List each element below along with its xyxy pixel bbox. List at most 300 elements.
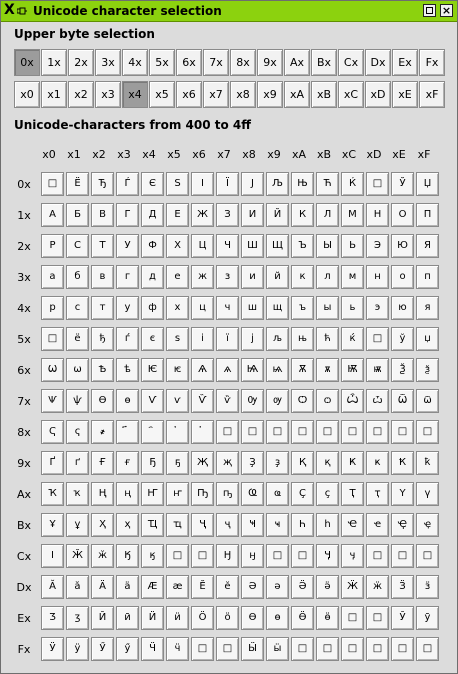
char-cell[interactable]: □ — [341, 420, 364, 444]
char-cell[interactable]: т — [91, 296, 114, 320]
char-cell[interactable]: □ — [341, 606, 364, 630]
upper-high-button-0x[interactable]: 0x — [14, 49, 40, 76]
char-cell[interactable]: □ — [391, 637, 414, 661]
char-cell[interactable]: □ — [291, 637, 314, 661]
char-cell[interactable]: Ѥ — [141, 358, 164, 382]
char-cell[interactable]: Ӣ — [91, 606, 114, 630]
char-cell[interactable]: Е — [166, 203, 189, 227]
char-cell[interactable]: ӝ — [366, 575, 389, 599]
char-cell[interactable]: Ӏ — [41, 544, 64, 568]
column-header-xa: xA — [291, 148, 307, 161]
char-cell[interactable]: Ј — [241, 172, 264, 196]
char-cell[interactable]: ѡ — [66, 358, 89, 382]
char-cell[interactable]: Ѻ — [291, 389, 314, 413]
char-cell[interactable]: Ѯ — [391, 358, 414, 382]
char-cell[interactable]: □ — [366, 420, 389, 444]
char-cell[interactable]: □ — [416, 544, 439, 568]
char-cell[interactable] — [141, 420, 164, 444]
char-cell[interactable]: к — [291, 265, 314, 289]
char-cell[interactable]: Т — [91, 234, 114, 258]
char-cell[interactable]: Ы — [316, 234, 339, 258]
char-cell[interactable]: Ҳ — [91, 513, 114, 537]
char-cell[interactable]: Ѓ — [116, 172, 139, 196]
char-cell[interactable]: Ё — [66, 172, 89, 196]
char-cell[interactable]: Й — [266, 203, 289, 227]
char-cell[interactable]: ѩ — [266, 358, 289, 382]
char-cell[interactable]: ҙ — [266, 451, 289, 475]
upper-low-button-x9[interactable]: x9 — [257, 81, 283, 108]
char-cell[interactable]: Ғ — [91, 451, 114, 475]
char-cell[interactable]: Ѡ — [41, 358, 64, 382]
char-cell[interactable]: Ӓ — [91, 575, 114, 599]
upper-low-button-xa[interactable]: xA — [284, 81, 310, 108]
char-cell[interactable]: Ӗ — [191, 575, 214, 599]
char-cell[interactable]: Х — [166, 234, 189, 258]
char-cell[interactable]: Д — [141, 203, 164, 227]
maximize-button[interactable] — [423, 4, 436, 17]
char-cell[interactable]: Ҡ — [41, 482, 64, 506]
char-cell[interactable]: ҩ — [266, 482, 289, 506]
char-cell[interactable]: ӣ — [116, 606, 139, 630]
char-cell[interactable]: Ќ — [341, 172, 364, 196]
char-cell[interactable]: ғ — [116, 451, 139, 475]
upper-high-button-cx[interactable]: Cx — [338, 49, 364, 76]
char-cell[interactable]: Ӑ — [41, 575, 64, 599]
char-cell[interactable]: ӟ — [416, 575, 439, 599]
char-cell[interactable]: н — [366, 265, 389, 289]
char-cell[interactable]: э — [366, 296, 389, 320]
char-cell[interactable]: ї — [216, 327, 239, 351]
char-cell[interactable]: л — [316, 265, 339, 289]
upper-low-button-x3[interactable]: x3 — [95, 81, 121, 108]
row-header-8x: 8x — [17, 426, 31, 439]
char-cell[interactable]: њ — [291, 327, 314, 351]
char-cell[interactable]: з — [216, 265, 239, 289]
char-cell[interactable]: Ө — [241, 606, 264, 630]
char-cell[interactable]: ҽ — [366, 513, 389, 537]
char-cell[interactable]: ӱ — [66, 637, 89, 661]
char-cell[interactable]: Ҙ — [241, 451, 264, 475]
char-cell[interactable]: Ҭ — [341, 482, 364, 506]
char-cell[interactable]: Ћ — [316, 172, 339, 196]
char-cell[interactable]: ӓ — [116, 575, 139, 599]
char-cell[interactable]: Љ — [266, 172, 289, 196]
char-cell[interactable]: □ — [341, 637, 364, 661]
char-cell[interactable]: Ҝ — [341, 451, 364, 475]
upper-high-button-9x[interactable]: 9x — [257, 49, 283, 76]
char-cell[interactable]: Ф — [141, 234, 164, 258]
char-cell[interactable]: ӛ — [316, 575, 339, 599]
char-cell[interactable]: г — [116, 265, 139, 289]
char-cell[interactable]: ӗ — [216, 575, 239, 599]
char-cell[interactable]: ҝ — [366, 451, 389, 475]
char-cell[interactable]: ӳ — [116, 637, 139, 661]
char-cell[interactable]: ӹ — [266, 637, 289, 661]
char-cell[interactable]: п — [416, 265, 439, 289]
char-cell[interactable]: Ӂ — [66, 544, 89, 568]
char-cell[interactable]: Ӯ — [391, 606, 414, 630]
upper-low-button-xe[interactable]: xE — [392, 81, 418, 108]
upper-low-button-xd[interactable]: xD — [365, 81, 391, 108]
char-cell[interactable]: и — [241, 265, 264, 289]
char-cell[interactable]: ѽ — [366, 389, 389, 413]
char-cell[interactable]: Ҹ — [241, 513, 264, 537]
char-cell[interactable]: □ — [291, 420, 314, 444]
char-cell[interactable]: ӯ — [416, 606, 439, 630]
char-cell[interactable]: М — [341, 203, 364, 227]
char-cell[interactable]: Ѳ — [91, 389, 114, 413]
char-cell[interactable]: А — [41, 203, 64, 227]
char-cell[interactable]: ӌ — [341, 544, 364, 568]
char-cell[interactable]: Ҧ — [191, 482, 214, 506]
char-cell[interactable]: И — [241, 203, 264, 227]
char-cell[interactable]: ё — [66, 327, 89, 351]
char-cell[interactable]: □ — [266, 420, 289, 444]
upper-low-button-x5[interactable]: x5 — [149, 81, 175, 108]
char-cell[interactable]: у — [116, 296, 139, 320]
char-cell[interactable]: Ү — [391, 482, 414, 506]
char-cell[interactable]: □ — [191, 637, 214, 661]
char-cell[interactable]: ҁ — [66, 420, 89, 444]
char-cell[interactable] — [191, 420, 214, 444]
upper-high-button-ax[interactable]: Ax — [284, 49, 310, 76]
upper-high-button-ex[interactable]: Ex — [392, 49, 418, 76]
char-cell[interactable]: р — [41, 296, 64, 320]
char-cell[interactable]: □ — [366, 637, 389, 661]
char-cell[interactable]: ј — [241, 327, 264, 351]
char-cell[interactable]: ѷ — [216, 389, 239, 413]
char-cell[interactable]: ӕ — [166, 575, 189, 599]
char-cell[interactable]: ө — [266, 606, 289, 630]
char-cell[interactable]: ў — [391, 327, 414, 351]
upper-high-button-6x[interactable]: 6x — [176, 49, 202, 76]
char-cell[interactable]: Ҽ — [341, 513, 364, 537]
row-header-0x: 0x — [17, 178, 31, 191]
char-cell[interactable]: ҿ — [416, 513, 439, 537]
char-cell[interactable]: ә — [266, 575, 289, 599]
char-cell[interactable]: Ӵ — [141, 637, 164, 661]
char-cell[interactable]: ӄ — [141, 544, 164, 568]
char-cell[interactable]: Ж — [191, 203, 214, 227]
char-cell[interactable]: Ҁ — [41, 420, 64, 444]
upper-high-button-7x[interactable]: 7x — [203, 49, 229, 76]
char-cell[interactable]: ү — [416, 482, 439, 506]
upper-low-button-x7[interactable]: x7 — [203, 81, 229, 108]
char-cell[interactable]: ґ — [66, 451, 89, 475]
char-cell[interactable]: ӑ — [66, 575, 89, 599]
char-cell[interactable]: Ю — [391, 234, 414, 258]
char-cell[interactable]: □ — [366, 544, 389, 568]
char-cell[interactable]: □ — [391, 544, 414, 568]
char-cell[interactable]: ѿ — [416, 389, 439, 413]
upper-high-button-1x[interactable]: 1x — [41, 49, 67, 76]
upper-low-button-x4[interactable]: x4 — [122, 81, 148, 108]
char-cell[interactable]: Ѵ — [141, 389, 164, 413]
char-cell[interactable]: ѳ — [116, 389, 139, 413]
char-cell[interactable]: Ӳ — [91, 637, 114, 661]
char-cell[interactable]: Һ — [291, 513, 314, 537]
char-cell[interactable]: Ӄ — [116, 544, 139, 568]
characters-label: Unicode-characters from 400 to 4ff — [14, 118, 251, 132]
char-cell[interactable]: Њ — [291, 172, 314, 196]
char-cell[interactable]: Ѹ — [241, 389, 264, 413]
char-cell[interactable]: ҷ — [216, 513, 239, 537]
char-cell[interactable]: Я — [416, 234, 439, 258]
char-cell[interactable]: љ — [266, 327, 289, 351]
char-cell[interactable]: □ — [316, 637, 339, 661]
char-cell[interactable]: Ҟ — [391, 451, 414, 475]
char-cell[interactable]: ұ — [66, 513, 89, 537]
char-cell[interactable]: ф — [141, 296, 164, 320]
char-cell[interactable]: □ — [366, 327, 389, 351]
char-cell[interactable]: Қ — [291, 451, 314, 475]
char-cell[interactable]: Б — [66, 203, 89, 227]
char-cell[interactable]: □ — [391, 420, 414, 444]
char-cell[interactable]: є — [141, 327, 164, 351]
char-cell[interactable]: Э — [366, 234, 389, 258]
char-cell[interactable]: І — [191, 172, 214, 196]
char-cell[interactable]: ӂ — [91, 544, 114, 568]
char-cell[interactable]: Ѽ — [341, 389, 364, 413]
char-cell[interactable]: Ў — [391, 172, 414, 196]
char-cell[interactable]: ҕ — [166, 451, 189, 475]
char-cell[interactable]: ӫ — [316, 606, 339, 630]
char-cell[interactable]: З — [216, 203, 239, 227]
char-cell[interactable]: Ѫ — [291, 358, 314, 382]
char-cell[interactable]: ӵ — [166, 637, 189, 661]
char-cell[interactable]: Н — [366, 203, 389, 227]
char-cell[interactable]: □ — [241, 420, 264, 444]
char-cell[interactable]: s — [166, 327, 189, 351]
char-cell[interactable]: с — [66, 296, 89, 320]
char-cell[interactable]: Ґ — [41, 451, 64, 475]
char-cell[interactable]: ъ — [291, 296, 314, 320]
char-cell[interactable]: Ѷ — [191, 389, 214, 413]
char-cell[interactable]: ҹ — [266, 513, 289, 537]
char-cell[interactable]: ӡ — [66, 606, 89, 630]
char-cell[interactable]: а — [41, 265, 64, 289]
char-cell[interactable]: қ — [316, 451, 339, 475]
char-cell[interactable]: Ђ — [91, 172, 114, 196]
char-cell[interactable]: Ҷ — [191, 513, 214, 537]
char-cell[interactable]: Є — [141, 172, 164, 196]
char-cell[interactable]: о — [391, 265, 414, 289]
char-cell[interactable]: ҵ — [166, 513, 189, 537]
char-cell[interactable]: Г — [116, 203, 139, 227]
char-cell[interactable]: ҡ — [66, 482, 89, 506]
char-cell[interactable]: ӈ — [241, 544, 264, 568]
upper-high-button-8x[interactable]: 8x — [230, 49, 256, 76]
char-cell[interactable]: Ӱ — [41, 637, 64, 661]
char-cell[interactable]: О — [391, 203, 414, 227]
upper-low-button-x8[interactable]: x8 — [230, 81, 256, 108]
char-cell[interactable]: ђ — [91, 327, 114, 351]
char-cell[interactable]: ѧ — [216, 358, 239, 382]
char-cell[interactable]: □ — [266, 544, 289, 568]
column-header-x1: x1 — [67, 148, 81, 161]
char-cell[interactable]: ѭ — [366, 358, 389, 382]
char-cell[interactable]: Ҩ — [241, 482, 264, 506]
upper-low-button-x2[interactable]: x2 — [68, 81, 94, 108]
char-cell[interactable]: я — [416, 296, 439, 320]
char-cell[interactable]: □ — [216, 420, 239, 444]
char-cell[interactable]: ѣ — [116, 358, 139, 382]
char-cell[interactable]: Ҫ — [291, 482, 314, 506]
char-cell[interactable]: Ҥ — [141, 482, 164, 506]
char-cell[interactable]: е — [166, 265, 189, 289]
char-cell[interactable]: ю — [391, 296, 414, 320]
char-cell[interactable]: ӥ — [166, 606, 189, 630]
char-cell[interactable]: в — [91, 265, 114, 289]
char-cell[interactable]: Ӌ — [316, 544, 339, 568]
char-cell[interactable]: ҟ — [416, 451, 439, 475]
upper-low-button-xf[interactable]: xF — [419, 81, 445, 108]
char-cell[interactable]: ѹ — [266, 389, 289, 413]
char-cell[interactable]: Ӥ — [141, 606, 164, 630]
char-cell[interactable]: К — [291, 203, 314, 227]
char-cell[interactable]: Ӝ — [341, 575, 364, 599]
char-cell[interactable]: х — [166, 296, 189, 320]
char-cell[interactable]: ѓ — [116, 327, 139, 351]
char-cell[interactable]: ҫ — [316, 482, 339, 506]
char-cell[interactable]: щ — [266, 296, 289, 320]
char-cell[interactable]: Щ — [266, 234, 289, 258]
char-cell[interactable]: ѱ — [66, 389, 89, 413]
char-cell[interactable]: Ә — [241, 575, 264, 599]
char-cell[interactable]: □ — [366, 606, 389, 630]
char-cell[interactable]: П — [416, 203, 439, 227]
char-cell[interactable]: □ — [41, 172, 64, 196]
upper-high-button-5x[interactable]: 5x — [149, 49, 175, 76]
column-header-xb: xB — [316, 148, 332, 161]
column-header-xf: xF — [417, 148, 431, 161]
upper-high-button-fx[interactable]: Fx — [419, 49, 445, 76]
char-cell[interactable]: ѫ — [316, 358, 339, 382]
char-cell[interactable]: Җ — [191, 451, 214, 475]
char-cell[interactable]: і — [191, 327, 214, 351]
char-cell[interactable]: Ұ — [41, 513, 64, 537]
char-cell[interactable]: Ӕ — [141, 575, 164, 599]
char-cell[interactable]: Ӡ — [41, 606, 64, 630]
char-cell[interactable]: ҳ — [116, 513, 139, 537]
char-cell[interactable]: Ӛ — [291, 575, 314, 599]
char-cell[interactable]: ң — [116, 482, 139, 506]
upper-low-button-x1[interactable]: x1 — [41, 81, 67, 108]
char-cell[interactable]: Ѭ — [341, 358, 364, 382]
char-cell[interactable]: ш — [241, 296, 264, 320]
char-cell[interactable] — [166, 420, 189, 444]
char-cell[interactable]: ќ — [341, 327, 364, 351]
char-cell[interactable]: □ — [316, 420, 339, 444]
char-cell[interactable]: ҂ — [91, 420, 114, 444]
upper-low-button-xb[interactable]: xB — [311, 81, 337, 108]
char-cell[interactable]: Р — [41, 234, 64, 258]
char-cell[interactable]: ҭ — [366, 482, 389, 506]
char-cell[interactable]: Ӫ — [291, 606, 314, 630]
close-button[interactable] — [440, 4, 453, 17]
char-cell[interactable]: й — [266, 265, 289, 289]
pin-icon[interactable] — [17, 6, 27, 16]
app-x-icon[interactable]: X — [4, 2, 15, 18]
char-cell[interactable]: Ѿ — [391, 389, 414, 413]
char-cell[interactable]: ѯ — [416, 358, 439, 382]
char-cell[interactable]: Л — [316, 203, 339, 227]
char-cell[interactable]: ӧ — [216, 606, 239, 630]
char-cell[interactable]: □ — [41, 327, 64, 351]
char-cell[interactable]: В — [91, 203, 114, 227]
upper-high-button-dx[interactable]: Dx — [365, 49, 391, 76]
char-cell[interactable]: ы — [316, 296, 339, 320]
char-cell[interactable]: Ц — [191, 234, 214, 258]
char-cell[interactable]: Ӧ — [191, 606, 214, 630]
upper-high-button-4x[interactable]: 4x — [122, 49, 148, 76]
char-cell[interactable]: Џ — [416, 172, 439, 196]
char-cell[interactable]: ж — [191, 265, 214, 289]
char-cell[interactable]: □ — [291, 544, 314, 568]
char-cell[interactable]: Ҿ — [391, 513, 414, 537]
char-cell[interactable]: һ — [316, 513, 339, 537]
char-cell[interactable]: ҧ — [216, 482, 239, 506]
char-cell[interactable]: ѵ — [166, 389, 189, 413]
char-cell[interactable]: Ї — [216, 172, 239, 196]
char-cell[interactable]: Ъ — [291, 234, 314, 258]
char-cell[interactable]: б — [66, 265, 89, 289]
char-cell[interactable]: □ — [166, 544, 189, 568]
char-cell[interactable] — [116, 420, 139, 444]
char-cell[interactable]: ь — [341, 296, 364, 320]
char-cell[interactable]: Ӟ — [391, 575, 414, 599]
char-cell[interactable]: □ — [416, 420, 439, 444]
char-cell[interactable]: Ҕ — [141, 451, 164, 475]
char-cell[interactable]: S — [166, 172, 189, 196]
char-cell[interactable]: ч — [216, 296, 239, 320]
upper-high-button-2x[interactable]: 2x — [68, 49, 94, 76]
char-cell[interactable]: □ — [416, 637, 439, 661]
char-cell[interactable]: ћ — [316, 327, 339, 351]
char-cell[interactable]: ц — [191, 296, 214, 320]
char-cell[interactable]: д — [141, 265, 164, 289]
char-cell[interactable]: Ң — [91, 482, 114, 506]
char-cell[interactable]: ѥ — [166, 358, 189, 382]
char-cell[interactable]: Ҵ — [141, 513, 164, 537]
upper-high-button-bx[interactable]: Bx — [311, 49, 337, 76]
title-bar[interactable] — [1, 1, 457, 22]
char-cell[interactable]: □ — [191, 544, 214, 568]
char-cell[interactable]: Ш — [241, 234, 264, 258]
char-cell[interactable]: □ — [366, 172, 389, 196]
char-cell[interactable]: ҥ — [166, 482, 189, 506]
char-cell[interactable]: У — [116, 234, 139, 258]
char-cell[interactable]: □ — [216, 637, 239, 661]
char-cell[interactable]: Ѧ — [191, 358, 214, 382]
char-cell[interactable]: џ — [416, 327, 439, 351]
char-cell[interactable]: Ѱ — [41, 389, 64, 413]
upper-low-button-xc[interactable]: xC — [338, 81, 364, 108]
upper-low-button-x0[interactable]: x0 — [14, 81, 40, 108]
char-cell[interactable]: м — [341, 265, 364, 289]
upper-low-button-x6[interactable]: x6 — [176, 81, 202, 108]
char-cell[interactable]: Ѣ — [91, 358, 114, 382]
char-cell[interactable]: Ӹ — [241, 637, 264, 661]
char-cell[interactable]: ѻ — [316, 389, 339, 413]
upper-high-button-3x[interactable]: 3x — [95, 49, 121, 76]
char-cell[interactable]: Ѩ — [241, 358, 264, 382]
char-cell[interactable]: җ — [216, 451, 239, 475]
char-cell[interactable]: Ь — [341, 234, 364, 258]
char-cell[interactable]: С — [66, 234, 89, 258]
char-cell[interactable]: Ч — [216, 234, 239, 258]
char-cell[interactable]: Ӈ — [216, 544, 239, 568]
